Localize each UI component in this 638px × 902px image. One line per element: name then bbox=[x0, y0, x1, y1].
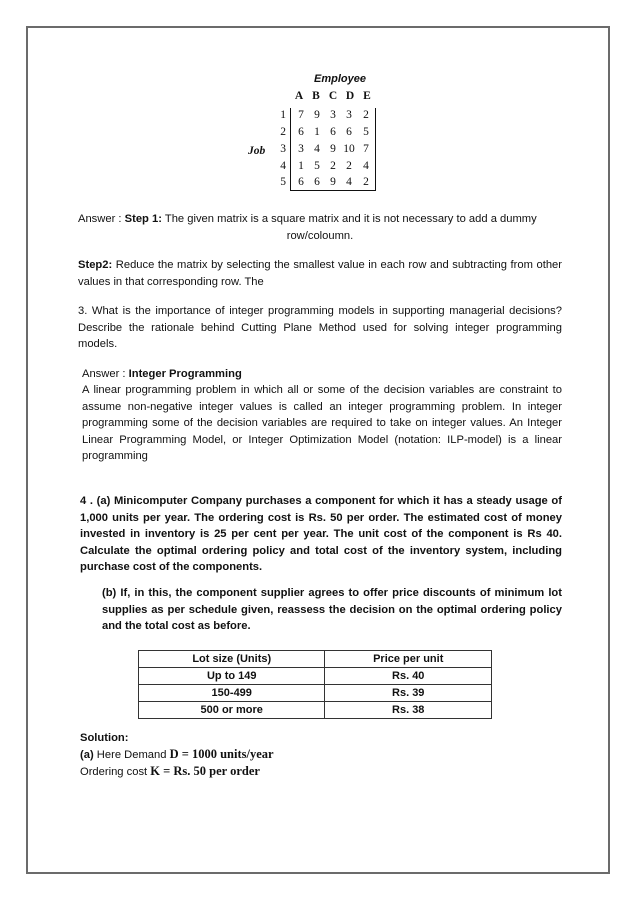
matrix-cell: 1 bbox=[298, 160, 304, 172]
matrix-cell: 6 bbox=[346, 126, 352, 138]
price-table bbox=[138, 650, 492, 719]
matrix-col-header: D bbox=[345, 90, 355, 102]
matrix-cell: 9 bbox=[314, 109, 320, 121]
matrix-cell: 6 bbox=[298, 176, 304, 188]
matrix-cell: 3 bbox=[298, 143, 304, 155]
table-row bbox=[139, 685, 492, 702]
solution-line-b bbox=[80, 763, 560, 781]
matrix-cell: 5 bbox=[314, 160, 320, 172]
step1-text: The given matrix is a square matrix and it is not necessary to add a dummy bbox=[161, 213, 537, 225]
demand-formula: D = 1000 units/year bbox=[169, 747, 274, 761]
matrix-row-label: 3 bbox=[280, 143, 286, 155]
answer3-prefix: Answer : bbox=[82, 368, 129, 380]
matrix-row-label: 1 bbox=[280, 109, 286, 121]
matrix-cell: 2 bbox=[363, 176, 369, 188]
solution-line-b-text: Ordering cost bbox=[80, 766, 151, 778]
question-4b: (b) If, in this, the component supplier agrees to offer price discounts of minimum lot supplies as per schedule given, reassess the decision on the optimal ordering policy and the total cost as before. bbox=[102, 587, 562, 632]
matrix-row-label: 5 bbox=[280, 176, 286, 188]
matrix-col-header: C bbox=[328, 90, 338, 102]
answer-step1 bbox=[78, 211, 562, 228]
matrix-title: Employee bbox=[314, 73, 366, 85]
price-table-header-cell: Price per unit bbox=[325, 651, 492, 668]
matrix-row-axis-label: Job bbox=[248, 145, 266, 157]
price-table-header bbox=[139, 651, 492, 668]
price-cell: Rs. 40 bbox=[325, 668, 492, 685]
matrix-cell: 6 bbox=[330, 126, 336, 138]
step1-label: Step 1: bbox=[124, 213, 162, 225]
matrix-row-label: 2 bbox=[280, 126, 286, 138]
matrix-col-header: A bbox=[294, 90, 304, 102]
matrix-cell: 9 bbox=[330, 143, 336, 155]
matrix-cell: 3 bbox=[346, 109, 352, 121]
matrix-cell: 4 bbox=[314, 143, 320, 155]
matrix-row-label: 4 bbox=[280, 160, 286, 172]
matrix-cell: 6 bbox=[298, 126, 304, 138]
lot-size-cell: Up to 149 bbox=[139, 668, 325, 685]
matrix-cell: 4 bbox=[363, 160, 369, 172]
price-table-header-cell: Lot size (Units) bbox=[139, 651, 325, 668]
lot-size-cell: 500 or more bbox=[139, 702, 325, 719]
answer-step2 bbox=[78, 257, 562, 290]
matrix-cell: 1 bbox=[314, 126, 320, 138]
matrix-cell: 7 bbox=[298, 109, 304, 121]
answer3-heading: Integer Programming bbox=[128, 368, 242, 380]
matrix-cell: 4 bbox=[346, 176, 352, 188]
matrix-cell: 10 bbox=[343, 143, 355, 155]
solution-line-a-text: Here Demand bbox=[93, 749, 170, 761]
question-4a: 4 . (a) Minicomputer Company purchases a component for which it has a steady usage of 1,000 units per year. The ordering cost is Rs. 50 per order. The estimated cost of money invested in inventory is 25 per cent per year. The unit cost of the component is Rs 40. Calculate the optimal ordering policy and total cost of the inventory system, including purchase cost of the components. bbox=[80, 495, 562, 573]
step2-text: Reduce the matrix by selecting the smallest value in each row and subtracting from other values in that corresponding row. The bbox=[78, 259, 562, 288]
lot-size-cell: 150-499 bbox=[139, 685, 325, 702]
matrix-col-header: E bbox=[363, 90, 371, 102]
matrix-cell: 5 bbox=[363, 126, 369, 138]
matrix-cell: 9 bbox=[330, 176, 336, 188]
question-3: 3. What is the importance of integer programming models in supporting managerial decisions? Describe the rationale behind Cutting Plane Method used for solving integer programming models. bbox=[78, 305, 562, 350]
matrix-cell: 2 bbox=[346, 160, 352, 172]
table-row bbox=[139, 668, 492, 685]
table-row bbox=[139, 702, 492, 719]
matrix-col-header: B bbox=[312, 90, 320, 102]
solution-part-a-label: (a) bbox=[80, 749, 94, 761]
step2-label: Step2: bbox=[78, 259, 113, 271]
matrix-cell: 7 bbox=[363, 143, 369, 155]
solution-heading: Solution: bbox=[80, 732, 129, 744]
answer-prefix: Answer : bbox=[78, 213, 125, 225]
step1-continuation: row/coloumn. bbox=[286, 230, 354, 242]
solution-line-a bbox=[80, 746, 560, 764]
ordering-cost-formula: K = Rs. 50 per order bbox=[150, 764, 260, 778]
matrix-cell: 3 bbox=[330, 109, 336, 121]
matrix-cell: 6 bbox=[314, 176, 320, 188]
answer3-body: A linear programming problem in which all or some of the decision variables are constraint to assume non-negative integer values is called an integer programming problem. In integer programming some of the decision variables are required to take on integer values. An Integer Linear Programming Model, or Integer Optimization Model (notation: ILP-model) is a linear programming bbox=[82, 384, 562, 462]
price-cell: Rs. 39 bbox=[325, 685, 492, 702]
matrix-cell: 2 bbox=[363, 109, 369, 121]
answer3-heading-line bbox=[82, 366, 562, 383]
matrix-cell: 2 bbox=[330, 160, 336, 172]
price-cell: Rs. 38 bbox=[325, 702, 492, 719]
